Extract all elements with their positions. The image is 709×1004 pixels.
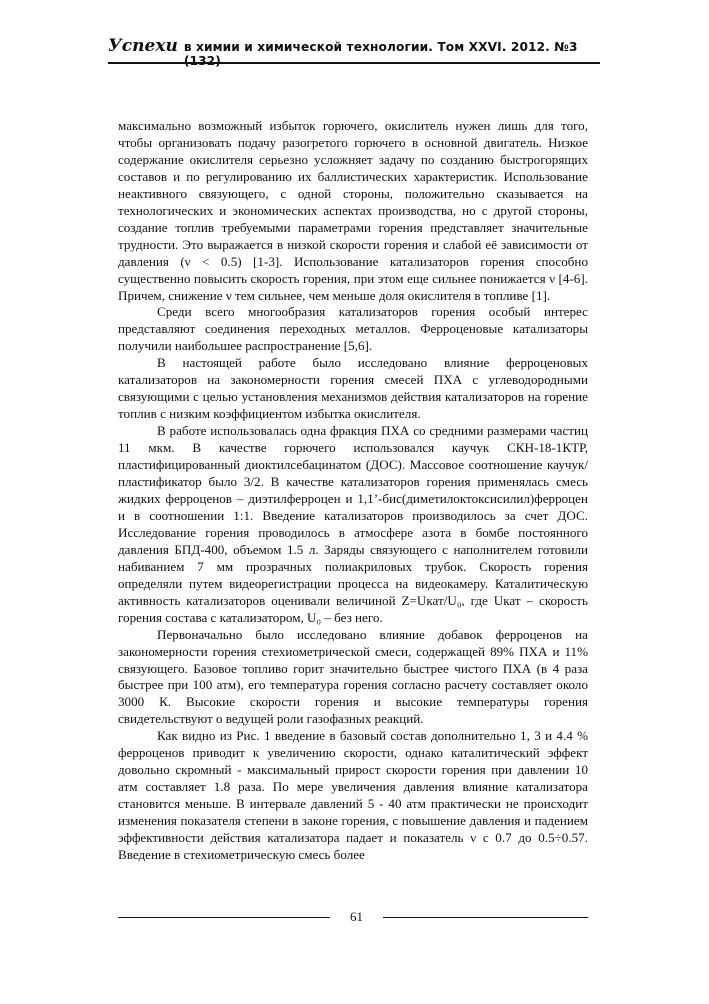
paragraph: В настоящей работе было исследовано влияние ферроценовых катализаторов на закономерности горения смесей ПХА с углеводородными связующими с целью установления механизмов действия катализаторов на горение топлив с низким коэффициентом избытка окислителя.	[118, 355, 588, 422]
footer-divider-left	[118, 917, 330, 918]
paragraph-continued: максимально возможный избыток горючего, окислитель нужен лишь для того, чтобы организовать подачу разогретого горючего в основной двигатель. Низкое содержание окислителя серьезно усложняет задачу по созданию быстрогорящих составов и по регулированию их баллистических характеристик. Использование неактивного связующего, с одной стороны, положительно сказывается на технологических и экономических аспектах производства, но с другой стороны, создание топлив требуемыми параметрами горения представляет значительные трудности. Это выражается в низкой скорости горения и слабой её зависимости от давления (ν < 0.5) [1-3]. Использование катализаторов горения способно существенно повысить скорость горения, при этом еще сильнее понижается ν [4-6]. Причем, снижение ν тем сильнее, чем меньше доля окислителя в топливе [1].	[118, 118, 588, 303]
article-body	[118, 118, 588, 864]
footer-divider-right	[383, 917, 588, 918]
journal-issue-info: в химии и химической технологии. Том XXVI. 2012. №3 (132)	[183, 40, 578, 68]
journal-title-script: Успехи	[108, 36, 178, 56]
paragraph: Как видно из Рис. 1 введение в базовый состав дополнительно 1, 3 и 4.4 % ферроценов приводит к увеличению скорости, однако каталитический эффект довольно скромный - максимальный прирост скорости горения при давлении 10 атм составляет 1.8 раза. По мере увеличения давления влияние катализатора становится меньше. В интервале давлений 5 - 40 атм практически не происходит изменения показателя степени в законе горения, с повышение давления и падением эффективности действия катализатора падает и показатель ν с 0.7 до 0.5÷0.57. Введение в стехиометрическую смесь более	[118, 728, 588, 862]
paragraph: В работе использовалась одна фракция ПХА со средними размерами частиц 11 мкм. В качестве горючего использовался каучук СКН-18-1КТР, пластифицированный диоктилсебацинатом (ДОС). Массовое соотношение каучук/пластификатор было 3/2. В качестве катализаторов горения применялась смесь жидких ферроценов – диэтилферроцен и 1,1’-бис(диметилоктоксисилил)ферроцен и в соотношении 1:1. Введение катализаторов производилось за счет ДОС. Исследование горения проводилось в атмосфере азота в бомбе постоянного давления БПД-400, объемом 1.5 л. Заряды связующего с наполнителем готовили набиванием 7 мм прозрачных полиакриловых трубок. Скорость горения определяли путем видеорегистрации процесса на видеокамеру. Каталитическую активность катализаторов оценивали величиной Z=Uкат/U₀, где Uкат – скорость горения состава с катализатором, U₀ – без него.	[118, 423, 588, 625]
paragraph: Среди всего многообразия катализаторов горения особый интерес представляют соединения переходных металлов. Ферроценовые катализаторы получили наибольшее распространение [5,6].	[118, 304, 588, 354]
paragraph: Первоначально было исследовано влияние добавок ферроценов на закономерности горения стехиометрической смеси, содержащей 89% ПХА и 11% связующего. Базовое топливо горит значительно быстрее чистого ПХА (в 4 раза быстрее при 100 атм), его температура горения согласно расчету составляет около 3000 К. Высокие скорости горения и высокие температуры горения свидетельствуют о ведущей роли газофазных реакций.	[118, 626, 588, 727]
page-number: 61	[350, 909, 363, 924]
header-divider	[108, 62, 600, 64]
